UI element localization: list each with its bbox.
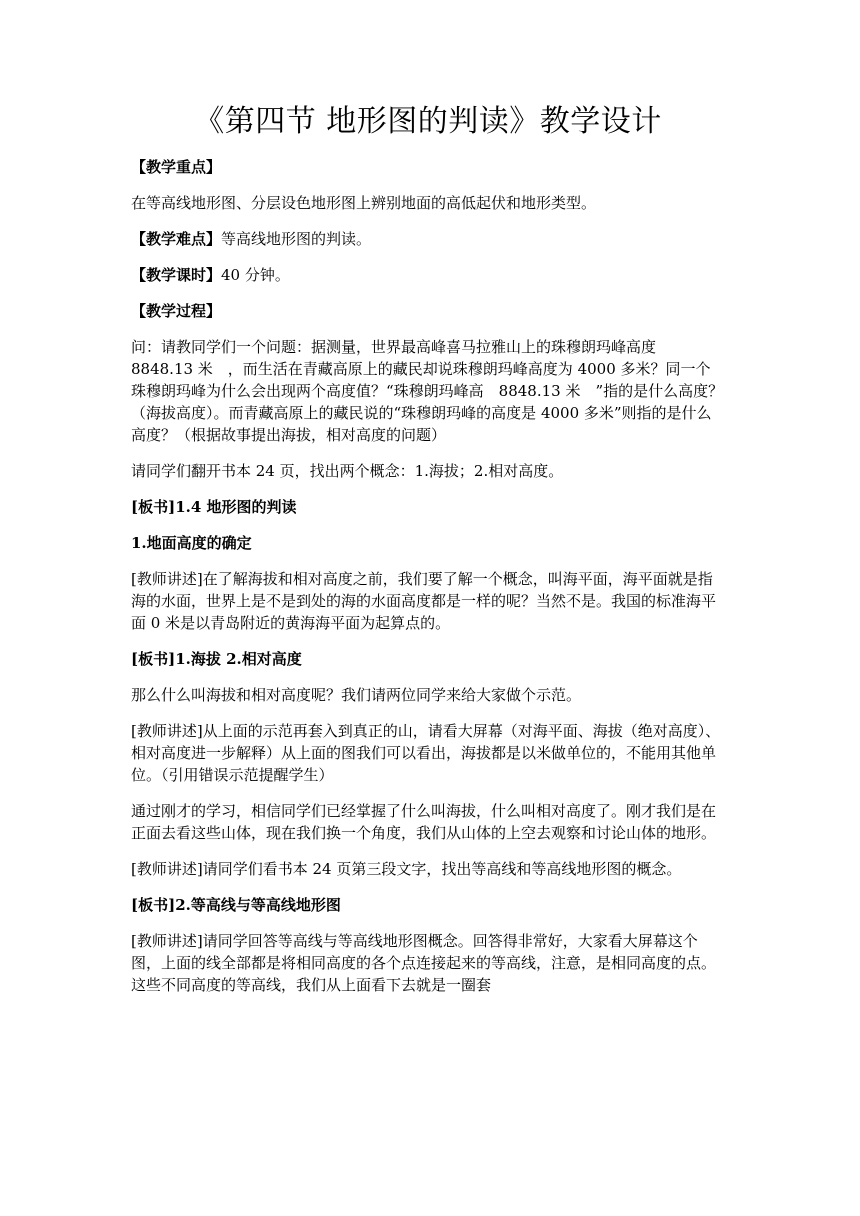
section-label: 【教学难点】 xyxy=(131,230,222,248)
section-label: 【教学课时】 xyxy=(131,266,222,284)
board-heading: [板书]1.海拔 2.相对高度 xyxy=(131,650,302,668)
paragraph: [教师讲述]请同学们看书本 24 页第三段文字，找出等高线和等高线地形图的概念。 xyxy=(131,860,682,878)
paragraph: 问：请教同学们一个问题：据测量，世界最高峰喜马拉雅山上的珠穆朗玛峰高度 8848.13 米 ，而生活在青藏高原上的藏民却说珠穆朗玛峰高度为 4000 多米？同一个珠穆朗玛峰为什么会出现两个高度值？“珠穆朗玛峰高 8848.13 米 ”指的是什么高度？（海拔高度）。而青藏高原上的藏民说的“珠穆朗玛峰的高度是 4000 多米”则指的是什么高度？（根据故事提出海拔，相对高度的问题） xyxy=(131,338,724,444)
section-text: 40 分钟。 xyxy=(221,266,290,284)
paragraph: [教师讲述]请同学回答等高线与等高线地形图概念。回答得非常好，大家看大屏幕这个图，上面的线全部都是将相同高度的各个点连接起来的等高线，注意，是相同高度的点。这些不同高度的等高线，我们从上面看下去就是一圈套 xyxy=(131,932,717,994)
subheading: 1.地面高度的确定 xyxy=(131,534,252,552)
section-label: 【教学过程】 xyxy=(131,302,222,320)
paragraph: [教师讲述]从上面的示范再套入到真正的山，请看大屏幕（对海平面、海拔（绝对高度）、相对高度进一步解释）从上面的图我们可以看出，海拔都是以米做单位的，不能用其他单位。（引用错误示范提醒学生） xyxy=(131,722,721,784)
section-duration xyxy=(131,264,725,286)
paragraph: 通过刚才的学习，相信同学们已经掌握了什么叫海拔，什么叫相对高度了。刚才我们是在正面去看这些山体，现在我们换一个角度，我们从山体的上空去观察和讨论山体的地形。 xyxy=(131,802,717,842)
section-difficulty xyxy=(131,228,725,250)
board-heading: [板书]1.4 地形图的判读 xyxy=(131,498,297,516)
section-text: 等高线地形图的判读。 xyxy=(221,230,372,248)
section-process xyxy=(131,300,725,322)
document-title: 《第四节 地形图的判读》教学设计 xyxy=(194,104,662,139)
section-key-points xyxy=(131,156,725,178)
board-heading: [板书]2.等高线与等高线地形图 xyxy=(131,896,341,914)
section-label: 【教学重点】 xyxy=(131,158,222,176)
document-page xyxy=(131,100,725,1010)
key-points-text: 在等高线地形图、分层设色地形图上辨别地面的高低起伏和地形类型。 xyxy=(131,194,597,212)
paragraph: 请同学们翻开书本 24 页，找出两个概念：1.海拔；2.相对高度。 xyxy=(131,462,564,480)
paragraph: [教师讲述]在了解海拔和相对高度之前，我们要了解一个概念，叫海平面，海平面就是指海的水面，世界上是不是到处的海的水面高度都是一样的呢？当然不是。我国的标准海平面 0 米是以青岛附近的黄海海平面为起算点的。 xyxy=(131,570,717,632)
paragraph: 那么什么叫海拔和相对高度呢？我们请两位同学来给大家做个示范。 xyxy=(131,686,582,704)
